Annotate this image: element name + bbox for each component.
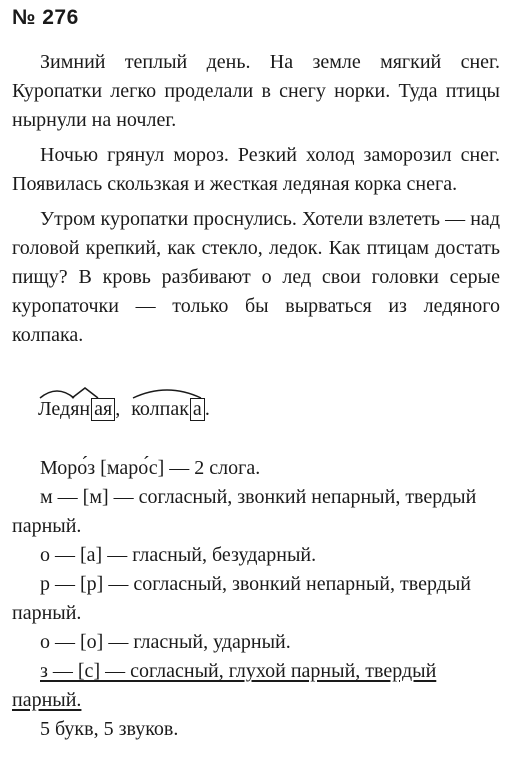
morpheme-ending-box-2: а (190, 398, 205, 421)
morpheme-analysis (38, 396, 210, 422)
root-arc-mark-2 (131, 387, 203, 399)
morpheme-root: Лед (38, 398, 71, 420)
morpheme-word-kolpaka (131, 396, 205, 422)
story-paragraph-3: Утром куропатки проснулись. Хотели взлететь — над головой крепкий, как стекло, ледок. Как птицам достать пищу? В кровь разбивают о лед свои головки серые куропаточки — только бы вырваться из ледяного колпака. (12, 208, 500, 346)
task-number: № 276 (12, 6, 79, 29)
analysis-line-3: о — [а] — гласный, безударный. (40, 544, 317, 566)
morpheme-suffix-text: ян (70, 398, 91, 420)
analysis-line-6: з — [с] — согласный, глухой парный, твердый парный. (12, 660, 437, 711)
morpheme-root-stem (38, 396, 90, 422)
morpheme-word-ledyanaya (38, 396, 115, 422)
story-paragraph-2: Ночью грянул мороз. Резкий холод заморозил снег. Появилась скользкая и жесткая ледяная корка снега. (12, 144, 500, 195)
morpheme-root-2: колпак (131, 398, 189, 420)
analysis-line-4: р — [р] — согласный, звонкий непарный, твердый парный. (12, 573, 471, 624)
analysis-line-7: 5 букв, 5 звуков. (40, 718, 179, 740)
morpheme-separator: , (115, 398, 121, 420)
story-paragraph-1: Зимний теплый день. На земле мягкий снег. Куропатки легко проделали в снегу норки. Туда птицы нырнули на ночлег. (12, 51, 500, 131)
morpheme-trailing: . (204, 398, 210, 420)
analysis-line-5: о — [о] — гласный, ударный. (40, 631, 291, 653)
phonetic-analysis (12, 454, 500, 744)
morpheme-suffix (70, 396, 90, 422)
morpheme-ending-box: ая (91, 398, 115, 421)
story-text (12, 48, 500, 356)
root-arc-mark (38, 387, 76, 399)
analysis-line-2: м — [м] — согласный, звонкий непарный, твердый парный. (12, 486, 477, 537)
analysis-line-1: Моро́з [маро́с] — 2 слога. (40, 457, 261, 479)
